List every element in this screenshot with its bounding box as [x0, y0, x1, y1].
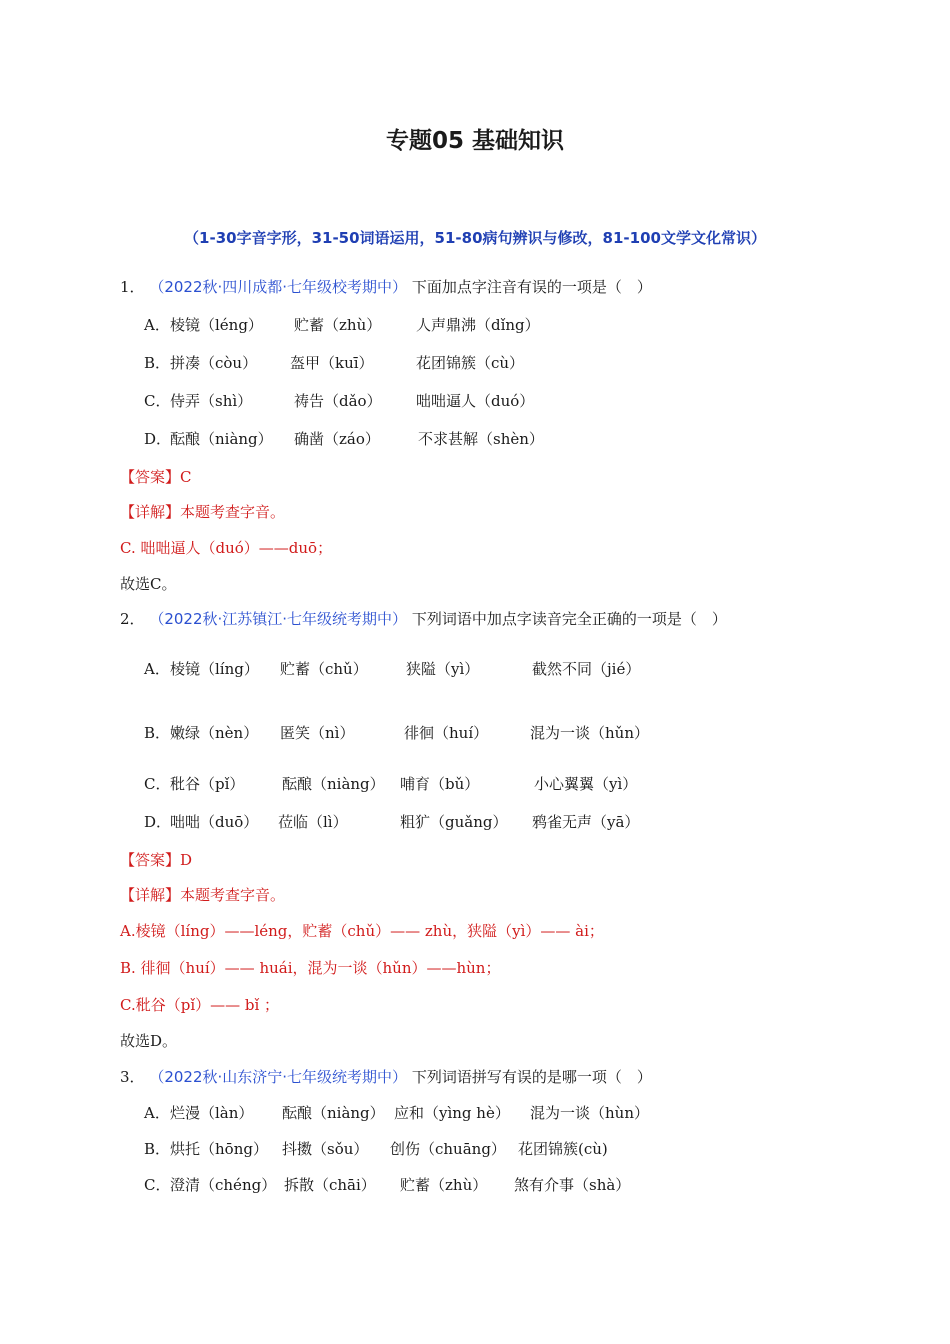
option-item: 拆散（chāi）	[284, 1176, 376, 1194]
q2-detail: 【详解】本题考查字音。	[120, 886, 286, 904]
option-item: 不求甚解（shèn）	[418, 430, 544, 448]
q2-explanation-c: C.秕谷（pǐ）—— bǐ ；	[120, 996, 280, 1014]
option-label: C．	[144, 1176, 171, 1194]
q1-conclusion: 故选C。	[120, 575, 177, 593]
option-item: 烂漫（làn）	[170, 1104, 254, 1122]
option-item: 截然不同（jié）	[532, 660, 641, 678]
q2-answer: 【答案】D	[120, 851, 193, 869]
option-item: 侍弄（shì）	[170, 392, 253, 410]
option-item: 匿笑（nì）	[280, 724, 355, 742]
option-label: C．	[144, 775, 171, 793]
option-item: 哺育（bǔ）	[400, 775, 480, 793]
option-item: 棱镜（léng）	[170, 316, 263, 334]
option-item: 粗犷（guǎng）	[400, 813, 508, 831]
option-item: 创伤（chuāng）	[390, 1140, 506, 1158]
option-item: 嫩绿（nèn）	[170, 724, 259, 742]
q2-explanation-a: A.棱镜（líng）——léng，贮蓄（chǔ）—— zhù，狭隘（yì）—— ài；	[120, 922, 604, 940]
option-item: 秕谷（pǐ）	[170, 775, 245, 793]
option-item: 花团锦簇(cù)	[518, 1140, 608, 1158]
question-1	[120, 277, 652, 297]
question-stem: 下列词语拼写有误的是哪一项（ ）	[411, 1068, 652, 1086]
option-item: 贮蓄（chǔ）	[280, 660, 368, 678]
option-item: 酝酿（niàng）	[282, 1104, 385, 1122]
question-stem: 下面加点字注音有误的一项是（ ）	[411, 278, 652, 296]
option-item: 咄咄（duō）	[170, 813, 259, 831]
option-item: 烘托（hōng）	[170, 1140, 268, 1158]
option-label: B．	[144, 724, 171, 742]
question-source: （2022秋·江苏镇江·七年级统考期中）	[149, 610, 408, 628]
question-source: （2022秋·四川成都·七年级校考期中）	[149, 278, 408, 296]
question-number: 3．	[120, 1068, 145, 1086]
question-number: 2．	[120, 610, 145, 628]
option-item: 混为一谈（hǔn）	[530, 724, 649, 742]
option-item: 花团锦簇（cù）	[416, 354, 525, 372]
page-title: 专题05 基础知识	[385, 128, 564, 154]
option-item: 澄清（chéng）	[170, 1176, 277, 1194]
option-label: B．	[144, 1140, 171, 1158]
q1-answer: 【答案】C	[120, 468, 192, 486]
option-item: 狭隘（yì）	[406, 660, 480, 678]
option-label: A．	[144, 1104, 170, 1122]
option-label: C．	[144, 392, 171, 410]
question-source: （2022秋·山东济宁·七年级统考期中）	[149, 1068, 408, 1086]
option-label: A．	[144, 660, 170, 678]
q2-conclusion: 故选D。	[120, 1032, 178, 1050]
option-label: B．	[144, 354, 171, 372]
option-item: 酝酿（niàng）	[282, 775, 385, 793]
question-2	[120, 609, 727, 629]
option-label: A．	[144, 316, 170, 334]
option-item: 混为一谈（hùn）	[530, 1104, 649, 1122]
option-item: 应和（yìng hè）	[394, 1104, 510, 1122]
option-item: 酝酿（niàng）	[170, 430, 273, 448]
option-item: 盔甲（kuī）	[290, 354, 374, 372]
option-item: 人声鼎沸（dǐng）	[416, 316, 540, 334]
option-item: 棱镜（líng）	[170, 660, 259, 678]
option-item: 贮蓄（zhù）	[294, 316, 382, 334]
option-item: 咄咄逼人（duó）	[416, 392, 535, 410]
option-item: 确凿（záo）	[294, 430, 380, 448]
option-item: 徘徊（huí）	[404, 724, 489, 742]
option-label: D．	[144, 813, 172, 831]
question-number: 1．	[120, 278, 145, 296]
option-item: 拼凑（còu）	[170, 354, 258, 372]
option-item: 抖擞（sǒu）	[282, 1140, 369, 1158]
page-subtitle: （1-30字音字形，31-50词语运用，51-80病句辨识与修改，81-100文学文化常识）	[184, 229, 766, 247]
option-item: 贮蓄（zhù）	[400, 1176, 488, 1194]
q1-explanation: C. 咄咄逼人（duó）——duō；	[120, 539, 333, 557]
option-item: 鸦雀无声（yā）	[532, 813, 640, 831]
question-stem: 下列词语中加点字读音完全正确的一项是（ ）	[411, 610, 727, 628]
option-item: 煞有介事（shà）	[514, 1176, 631, 1194]
q1-detail: 【详解】本题考查字音。	[120, 503, 286, 521]
option-item: 小心翼翼（yì）	[534, 775, 638, 793]
option-item: 莅临（lì）	[278, 813, 348, 831]
option-label: D．	[144, 430, 172, 448]
q2-explanation-b: B. 徘徊（huí）—— huái，混为一谈（hǔn）——hùn；	[120, 959, 501, 977]
option-item: 祷告（dǎo）	[294, 392, 382, 410]
question-3	[120, 1067, 652, 1087]
